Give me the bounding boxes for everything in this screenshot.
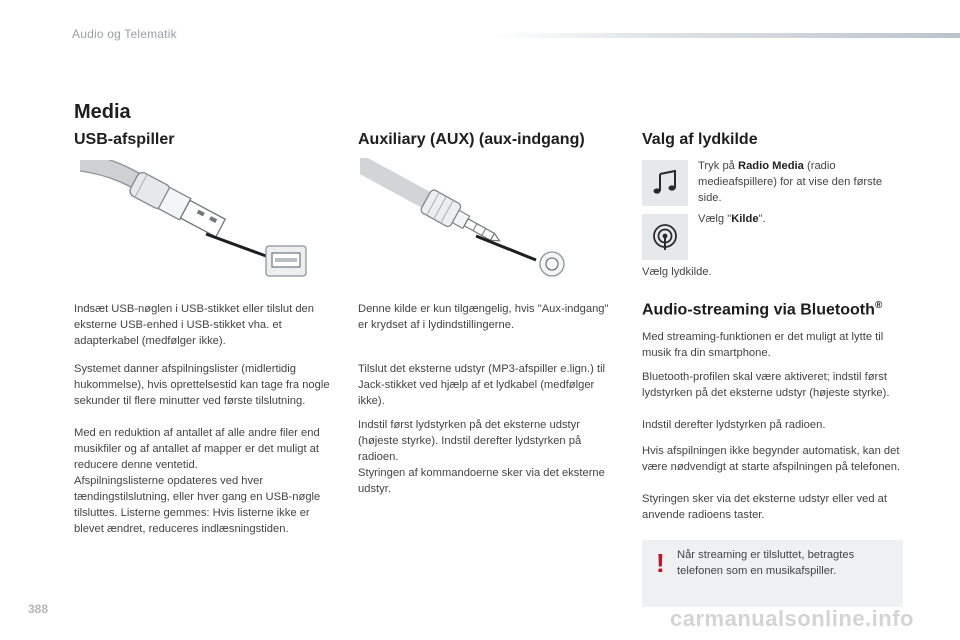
bluetooth-paragraph-3: Indstil derefter lydstyrken på radioen. [642,419,826,431]
bluetooth-paragraph-1: Med streaming-funktionen er det muligt at lytte til musik fra din smartphone. [642,331,884,359]
aux-paragraph-1: Denne kilde er kun tilgængelig, hvis "Aux-indgang" er krydset af i lydindstillingerne. [358,303,609,331]
header-rule [492,33,960,38]
bluetooth-paragraph-4: Hvis afspilningen ikke begynder automatisk, kan det være nødvendigt at starte afspilningen på telefonen. [642,445,901,473]
aux-paragraph-2: Tilslut det eksterne udstyr (MP3-afspiller e.lign.) til Jack-stikket ved hjælp af et lydkabel (medfølger ikke). [358,363,606,407]
warning-icon: ! [656,548,665,578]
bluetooth-paragraph-2: Bluetooth-profilen skal være aktiveret; indstil først lydstyrken på det eksterne udstyr (højeste styrke). [642,371,890,399]
usb-paragraph-3: Med en reduktion af antallet af alle andre filer end musikfiler og af antallet af mapper er det muligt at reducere denne ventetid. [74,427,320,471]
usb-paragraph-2: Systemet danner afspilningslister (midlertidig hukommelse), hvis oprettelsestid kan tage fra nogle sekunder til flere minutter ved første tilslutning. [74,363,330,407]
source-button-tile [642,214,688,260]
section-header: Audio og Telematik [72,27,177,41]
music-note-icon [651,169,679,197]
source-heading: Valg af lydkilde [642,131,758,148]
source-step-3: Vælg lydkilde. [642,266,712,278]
page-number: 388 [28,602,49,616]
aux-jack-illustration [360,158,574,278]
page-title: Media [74,101,131,123]
bluetooth-paragraph-5: Styringen sker via det eksterne udstyr eller ved at anvende radioens taster. [642,493,887,521]
source-step-2: Vælg "Kilde". [698,213,766,225]
usb-plug-illustration [80,160,312,284]
aux-heading: Auxiliary (AUX) (aux-indgang) [358,131,585,148]
usb-paragraph-1: Indsæt USB-nøglen i USB-stikket eller tilslut den eksterne USB-enhed i USB-stikket vha. et adapterkabel (medfølger ikke). [74,303,315,347]
source-signal-icon [651,223,679,251]
usb-paragraph-4: Afspilningslisterne opdateres ved hver tændingstilslutning, eller hver gang en USB-nøgle tilsluttes. Listerne gemmes: Hvis listerne ikke er blevet ændret, reduceres indlæsningstiden. [74,475,321,535]
source-step-1: Tryk på Radio Media (radio medieafspillere) for at vise den første side. [698,160,883,204]
usb-heading: USB-afspiller [74,131,175,148]
warning-text: Når streaming er tilsluttet, betragtes telefonen som en musikafspiller. [677,549,855,577]
aux-paragraph-3: Indstil først lydstyrken på det eksterne udstyr (højeste styrke). Indstil derefter lydstyrken på radioen. [358,419,582,463]
watermark: carmanualsonline.info [670,606,914,631]
bluetooth-heading: Audio-streaming via Bluetooth® [642,300,883,319]
radio-media-button-tile [642,160,688,206]
aux-paragraph-4: Styringen af kommandoerne sker via det eksterne udstyr. [358,467,605,495]
